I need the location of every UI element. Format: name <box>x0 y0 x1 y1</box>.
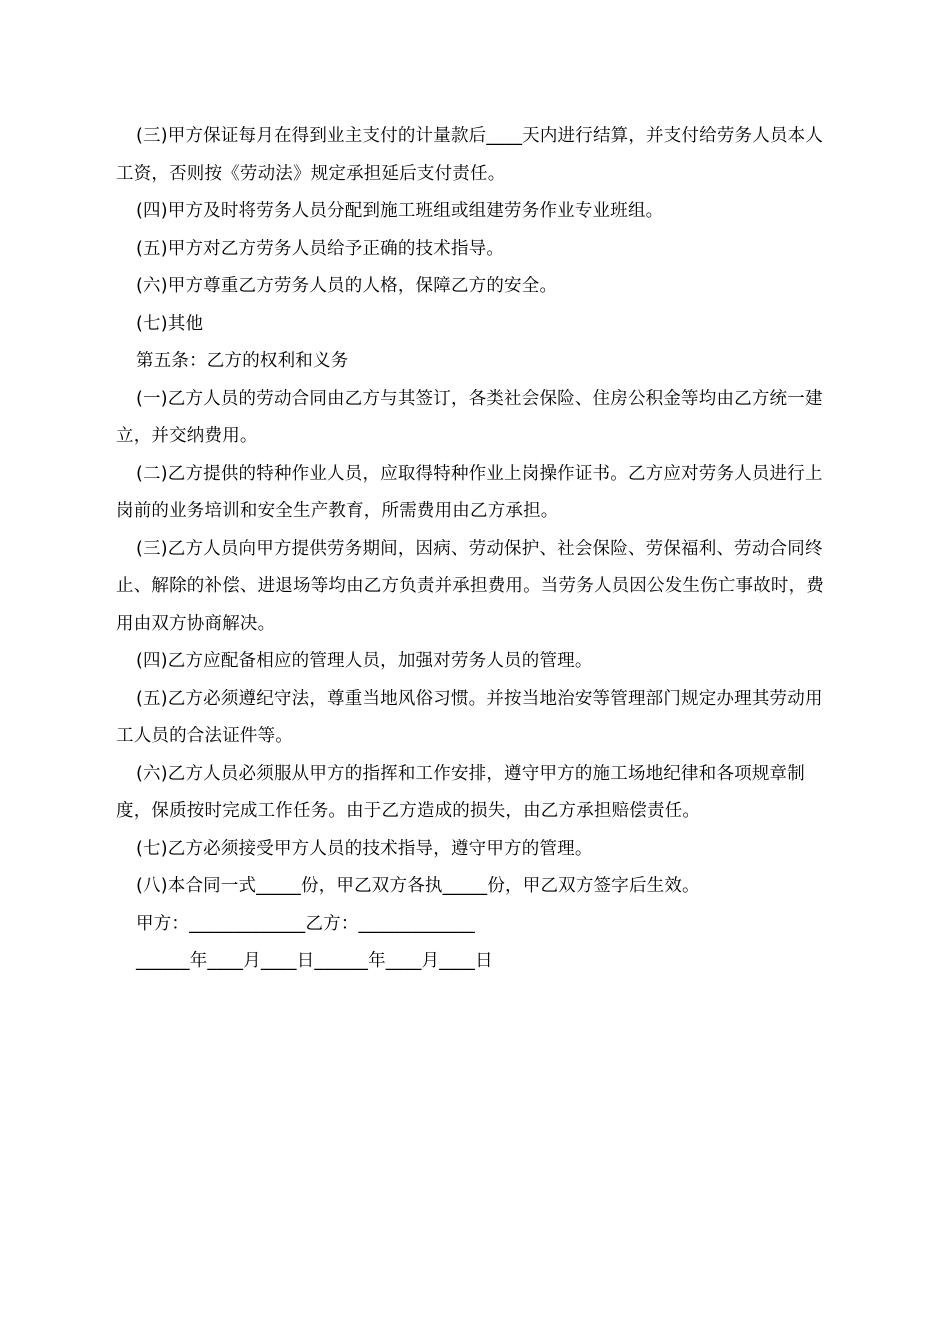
date-line: ______年____月____日______年____月____日 <box>136 951 493 971</box>
clause-4-assignment: (四)甲方及时将劳务人员分配到施工班组或组建劳务作业专业班组。 <box>136 201 664 221</box>
article-5-heading: 第五条：乙方的权利和义务 <box>136 351 349 371</box>
clause-5-guidance: (五)甲方对乙方劳务人员给予正确的技术指导。 <box>136 238 505 259</box>
party-b-clause-1: (一)乙方人员的劳动合同由乙方与其签订，各类社会保险、住房公积金等均由乙方统一建立，并交纳费用。 <box>116 388 823 446</box>
document-body <box>116 118 838 981</box>
party-b-clause-5: (五)乙方必须遵纪守法，尊重当地风俗习惯。并按当地治安等管理部门规定办理其劳动用工人员的合法证件等。 <box>116 688 823 746</box>
party-b-clause-7: (七)乙方必须接受甲方人员的技术指导，遵守甲方的管理。 <box>136 838 593 859</box>
clause-3-payment: (三)甲方保证每月在得到业主支付的计量款后____天内进行结算，并支付给劳务人员本人工资，否则按《劳动法》规定承担延后支付责任。 <box>116 126 824 184</box>
clause-7-other: (七)其他 <box>136 313 204 334</box>
party-b-clause-8: (八)本合同一式_____份，甲乙双方各执_____份，甲乙双方签字后生效。 <box>136 876 700 896</box>
party-b-clause-2: (二)乙方提供的特种作业人员，应取得特种作业上岗操作证书。乙方应对劳务人员进行上岗前的业务培训和安全生产教育，所需费用由乙方承担。 <box>116 463 823 521</box>
party-b-clause-3: (三)乙方人员向甲方提供劳务期间，因病、劳动保护、社会保险、劳保福利、劳动合同终止、解除的补偿、进退场等均由乙方负责并承担费用。当劳务人员因公发生伤亡事故时，费用由双方协商解决。 <box>116 538 824 634</box>
signature-line: 甲方：_____________乙方：_____________ <box>136 913 475 934</box>
party-b-clause-4: (四)乙方应配备相应的管理人员，加强对劳务人员的管理。 <box>136 651 593 671</box>
clause-6-respect: (六)甲方尊重乙方劳务人员的人格，保障乙方的安全。 <box>136 276 558 296</box>
party-b-clause-6: (六)乙方人员必须服从甲方的指挥和工作安排，遵守甲方的施工场地纪律和各项规章制度，保质按时完成工作任务。由于乙方造成的损失，由乙方承担赔偿责任。 <box>116 763 805 821</box>
